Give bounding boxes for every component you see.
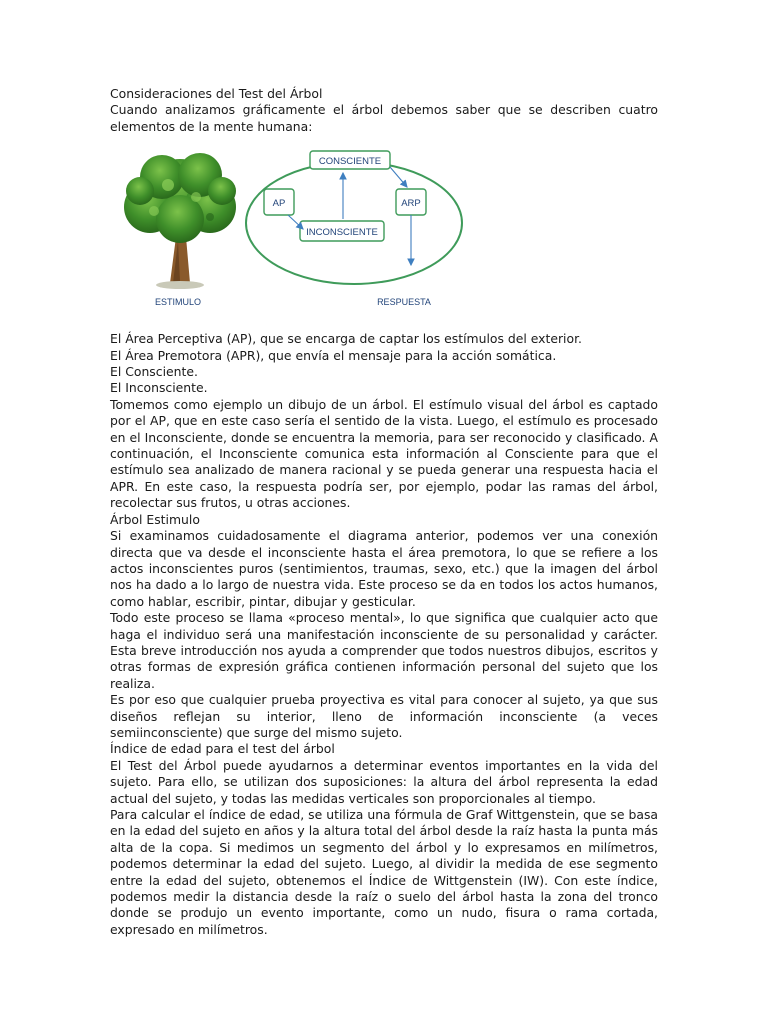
list-item-ap: El Área Perceptiva (AP), que se encarga de captar los estímulos del exterior.	[110, 331, 582, 347]
document-body	[110, 86, 658, 938]
paragraph-prueba-proyectiva: Es por eso que cualquier prueba proyectiva es vital para conocer al sujeto, ya que sus diseños reflejan su interior, lleno de información inconsciente (a veces semiinconsciente) que surge del mismo sujeto.	[110, 692, 658, 740]
label-consciente: CONSCIENTE	[318, 156, 382, 168]
arrow-consciente-arp	[390, 167, 407, 187]
list-item-apr: El Área Premotora (APR), que envía el mensaje para la acción somática.	[110, 347, 557, 363]
mind-diagram	[110, 135, 658, 317]
heading-indice-edad: Índice de edad para el test del árbol	[110, 741, 335, 757]
list-item-inconsciente: El Inconsciente.	[110, 380, 208, 396]
label-inconsciente: INCONSCIENTE	[306, 227, 378, 239]
paragraph-diagrama: Si examinamos cuidadosamente el diagrama anterior, podemos ver una conexión directa que va desde el inconsciente hasta el área premotora, lo que se refiere a los actos inconscientes puros (sentimientos, traumas, sexo, etc.) que la imagen del árbol nos ha dado a lo largo de nuestra vida. Este proceso se da en todos los actos humanos, como hablar, escribir, pintar, dibujar y gesticular.	[110, 528, 658, 609]
paragraph-wittgenstein: Para calcular el índice de edad, se utiliza una fórmula de Graf Wittgenstein, que se basa en la edad del sujeto en años y la altura total del árbol desde la raíz hasta la punta más alta de la copa. Si medimos un segmento del árbol y lo expresamos en milímetros, podemos determinar la edad del sujeto. Luego, al dividir la medida de ese segmento entre la edad del sujeto, obtenemos el Índice de Wittgenstein (IW). Con este índice, podemos medir la distancia desde la raíz o suelo del árbol hasta la zona del tronco donde se produjo un evento importante, como un nudo, fisura o rama cortada, expresado en milímetros.	[110, 807, 658, 937]
heading-arbol-estimulo: Árbol Estimulo	[110, 511, 200, 527]
tree-illustration	[124, 153, 236, 289]
paragraph-ejemplo: Tomemos como ejemplo un dibujo de un árbol. El estímulo visual del árbol es captado por el AP, que en este caso sería el sentido de la vista. Luego, el estímulo es procesado en el Inconsciente, donde se encuentra la memoria, para ser reconocido y clasificado. A continuación, el Inconsciente comunica esta información al Consciente para que el estímulo sea analizado de manera racional y se pueda generar una respuesta hacia el APR. En este caso, la respuesta podría ser, por ejemplo, podar las ramas del árbol, recolectar sus frutos, u otras acciones.	[110, 396, 658, 511]
label-arp: ARP	[401, 198, 421, 210]
paragraph-test-arbol: El Test del Árbol puede ayudarnos a determinar eventos importantes en la vida del sujeto. Para ello, se utilizan dos suposiciones: la altura del árbol representa la edad actual del sujeto, y todas las medidas verticales son proporcionales al tiempo.	[110, 757, 658, 806]
label-respuesta: RESPUESTA	[377, 297, 431, 308]
paragraph-proceso-mental: Todo este proceso se llama «proceso mental», lo que significa que cualquier acto que haga el individuo será una manifestación inconsciente de su personalidad y carácter. Esta breve introducción nos ayuda a comprender que todos nuestros dibujos, escritos y otras formas de expresión gráfica contienen información personal del sujeto que los realiza.	[110, 610, 658, 691]
list-item-consciente: El Consciente.	[110, 364, 198, 380]
intro-paragraph: Cuando analizamos gráficamente el árbol debemos saber que se describen cuatro elementos de la mente humana:	[110, 102, 658, 134]
label-estimulo: ESTIMULO	[154, 297, 202, 308]
label-ap: AP	[272, 198, 286, 210]
mind-diagram-figure	[110, 135, 658, 317]
doc-title: Consideraciones del Test del Árbol	[110, 86, 323, 101]
figure-spacer	[110, 317, 658, 331]
